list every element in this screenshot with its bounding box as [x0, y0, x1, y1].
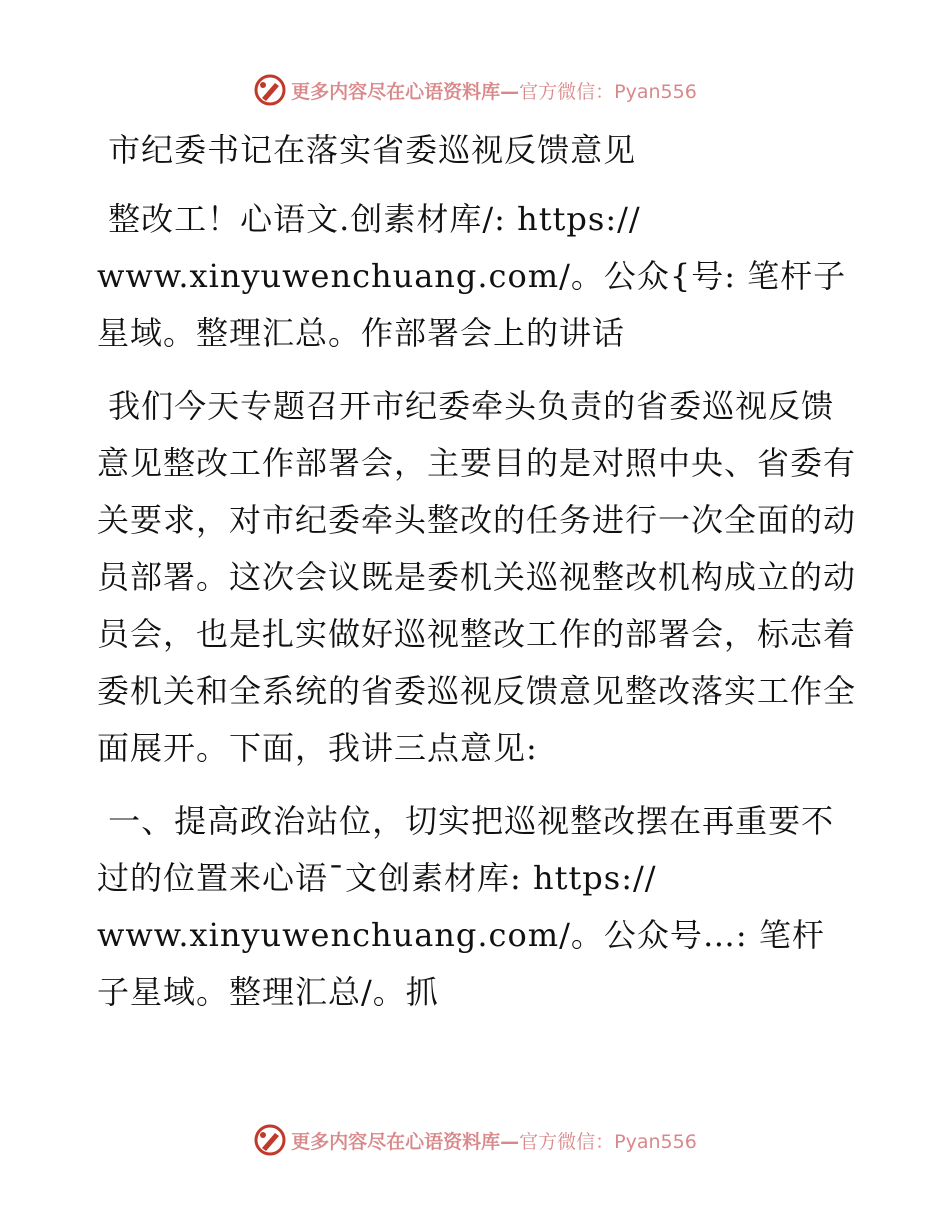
paragraph-section-one: 一、提高政治站位，切实把巡视整改摆在再重要不过的位置来心语¯文创素材库: https:// www.xinyuwenchuang.com/。公众号…: 笔杆子星域。整理汇总/。抓	[97, 802, 835, 1011]
header-watermark	[0, 70, 950, 110]
pen-logo-icon	[253, 73, 287, 107]
paragraph-intro: 我们今天专题召开市纪委牵头负责的省委巡视反馈意见整改工作部署会，主要目的是对照中央、省委有关要求，对市纪委牵头整改的任务进行一次全面的动员部署。这次会议既是委机关巡视整改机构成立的动员会，也是扎实做好巡视整改工作的部署会，标志着委机关和全系统的省委巡视反馈意见整改落实工作全面展开。下面，我讲三点意见:	[97, 387, 857, 767]
watermark-site-text: 更多内容尽在心语资料库	[291, 1130, 501, 1153]
footer-watermark	[0, 1120, 950, 1160]
watermark-site-text: 更多内容尽在心语资料库	[291, 80, 501, 103]
pen-logo-icon	[253, 1123, 287, 1157]
watermark-dash: —	[500, 80, 520, 103]
watermark-text	[291, 1127, 697, 1154]
watermark-text	[291, 77, 697, 104]
watermark-wechat-text: 官方微信：Pyan556	[519, 1130, 697, 1153]
paragraph-subtitle: 整改工！心语文.创素材库/: https:// www.xinyuwenchuang.com/。公众{号: 笔杆子星域。整理汇总。作部署会上的讲话	[97, 200, 847, 352]
document-body	[97, 122, 857, 1037]
watermark-dash: —	[500, 1130, 520, 1153]
watermark-wechat-text: 官方微信：Pyan556	[519, 80, 697, 103]
document-title: 市纪委书记在落实省委巡视反馈意见	[97, 131, 637, 169]
